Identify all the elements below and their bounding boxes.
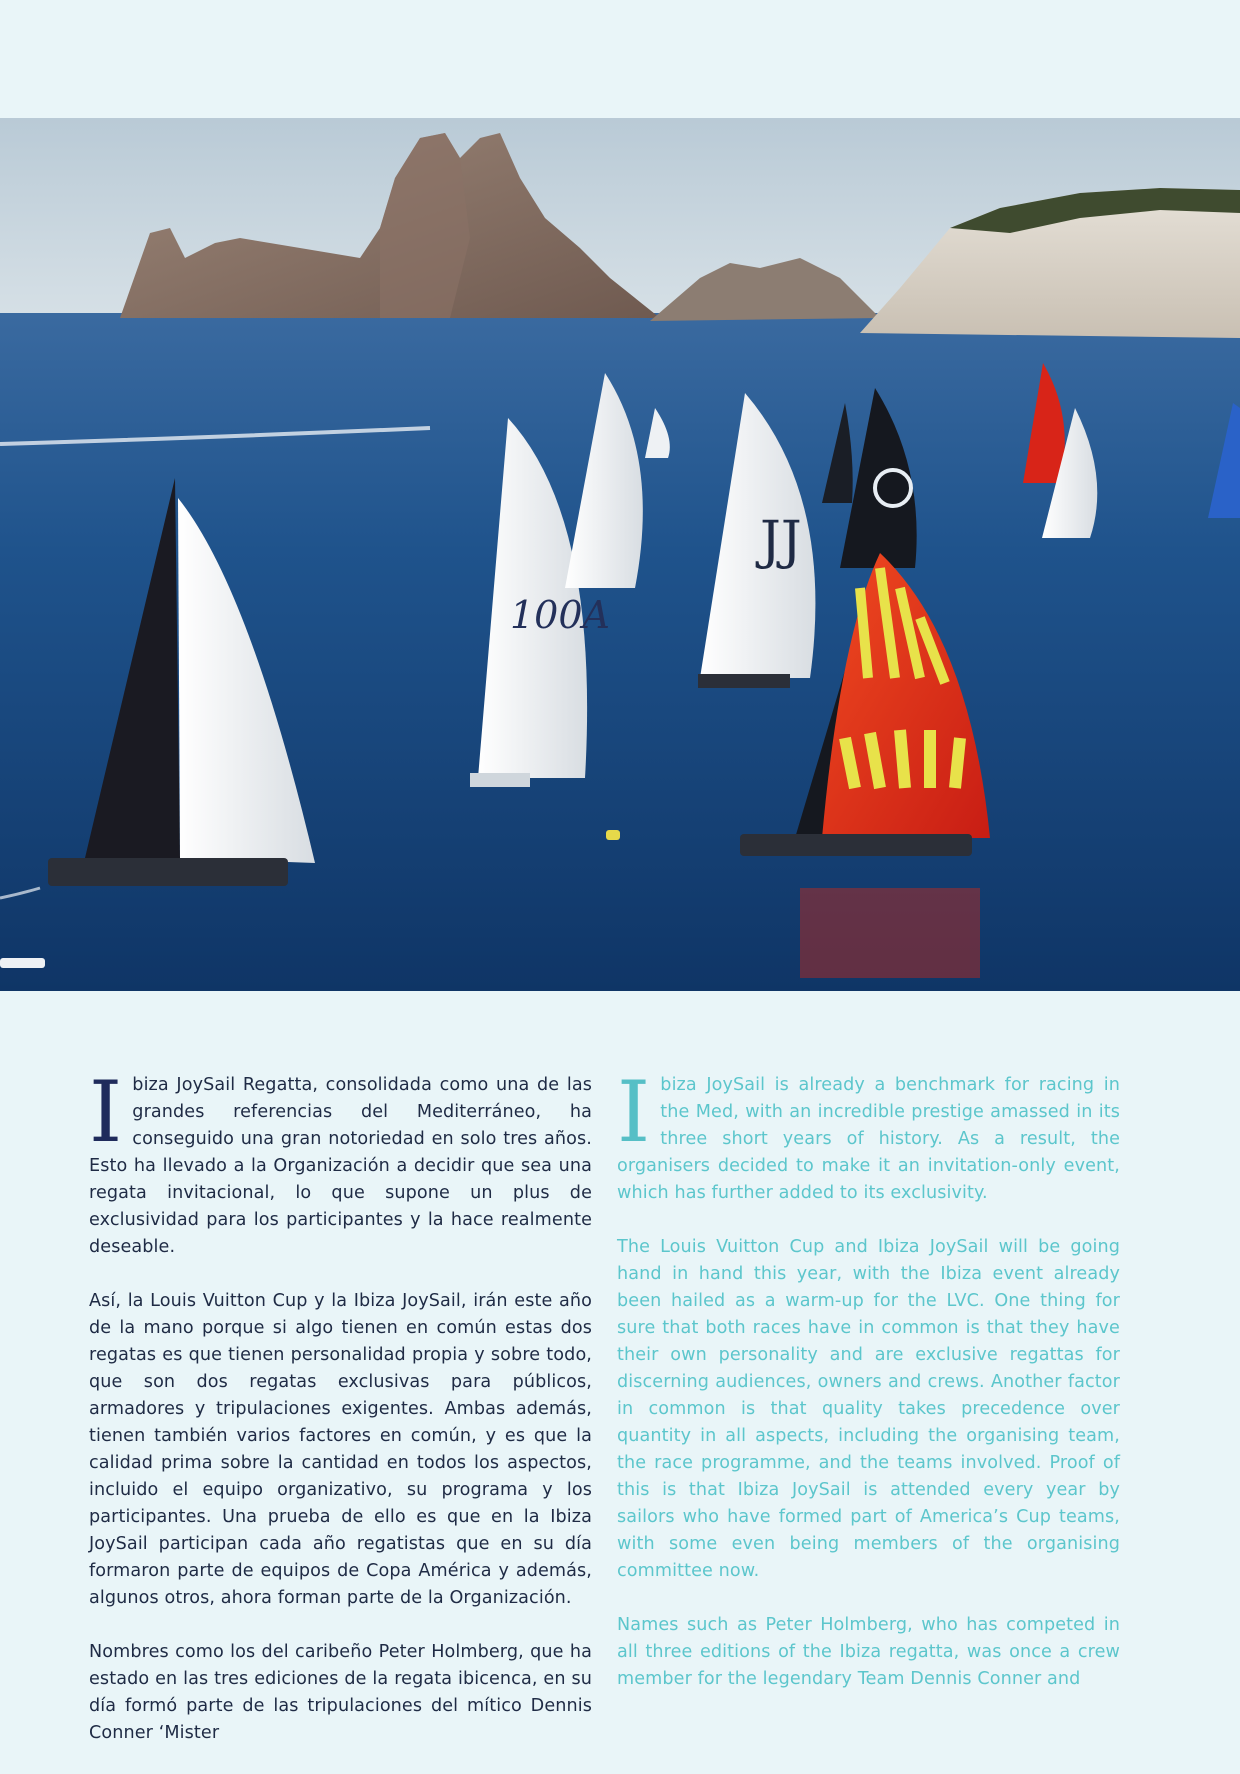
paragraph-es-2: Así, la Louis Vuitton Cup y la Ibiza JoySail, irán este año de la mano porque si algo tienen en común estas dos regatas es que tienen personalidad propia y sobre todo, que son dos regatas exclusivas para públicos, armadores y tripulaciones exigentes. Ambas además, tienen también varios factores en común, y es que la calidad prima sobre la cantidad en todos los aspectos, incluido el equipo organizativo, su programa y los participantes. Una prueba de ello es que en la Ibiza JoySail participan cada año regatistas que en su día formaron parte de equipos de Copa América y además, algunos otros, ahora forman parte de la Organización. <box>89 1291 592 1608</box>
drop-cap: I <box>617 1063 651 1161</box>
article-column-spanish <box>89 1063 592 1774</box>
paragraph-es-3: Nombres como los del caribeño Peter Holmberg, que ha estado en las tres ediciones de la regata ibicenca, en su día formó parte de las tripulaciones del mítico Dennis Conner ‘Mister <box>89 1642 592 1743</box>
svg-text:JJ: JJ <box>760 511 802 571</box>
paragraph-en-1: Ibiza JoySail is already a benchmark for racing in the Med, with an incredible prestige amassed in its three short years of history. As a result, the organisers decided to make it an invitation-only event, which has further added to its exclusivity. <box>617 1063 1120 1203</box>
paragraph-es-1: Ibiza JoySail Regatta, consolidada como una de las grandes referencias del Mediterráneo, ha conseguido una gran notoriedad en solo tres años. Esto ha llevado a la Organización a decidir que sea una regata invitacional, lo que supone un plus de exclusividad para los participantes y la hace realmente deseable. <box>89 1063 592 1257</box>
svg-text:100A: 100A <box>510 593 610 637</box>
article-column-english <box>617 1063 1120 1720</box>
drop-cap: I <box>89 1063 123 1161</box>
paragraph-en-3: Names such as Peter Holmberg, who has competed in all three editions of the Ibiza regatta, was once a crew member for the legendary Team Dennis Conner and <box>617 1615 1120 1689</box>
hero-photo <box>0 118 1240 991</box>
paragraph-en-2: The Louis Vuitton Cup and Ibiza JoySail will be going hand in hand this year, with the Ibiza event already been hailed as a warm-up for the LVC. One thing for sure that both races have in common is that they have their own personality and are exclusive regattas for discerning audiences, owners and crews. Another factor in common is that quality takes precedence over quantity in all aspects, including the organising team, the race programme, and the teams involved. Proof of this is that Ibiza JoySail is attended every year by sailors who have formed part of America’s Cup teams, with some even being members of the organising committee now. <box>617 1237 1120 1581</box>
